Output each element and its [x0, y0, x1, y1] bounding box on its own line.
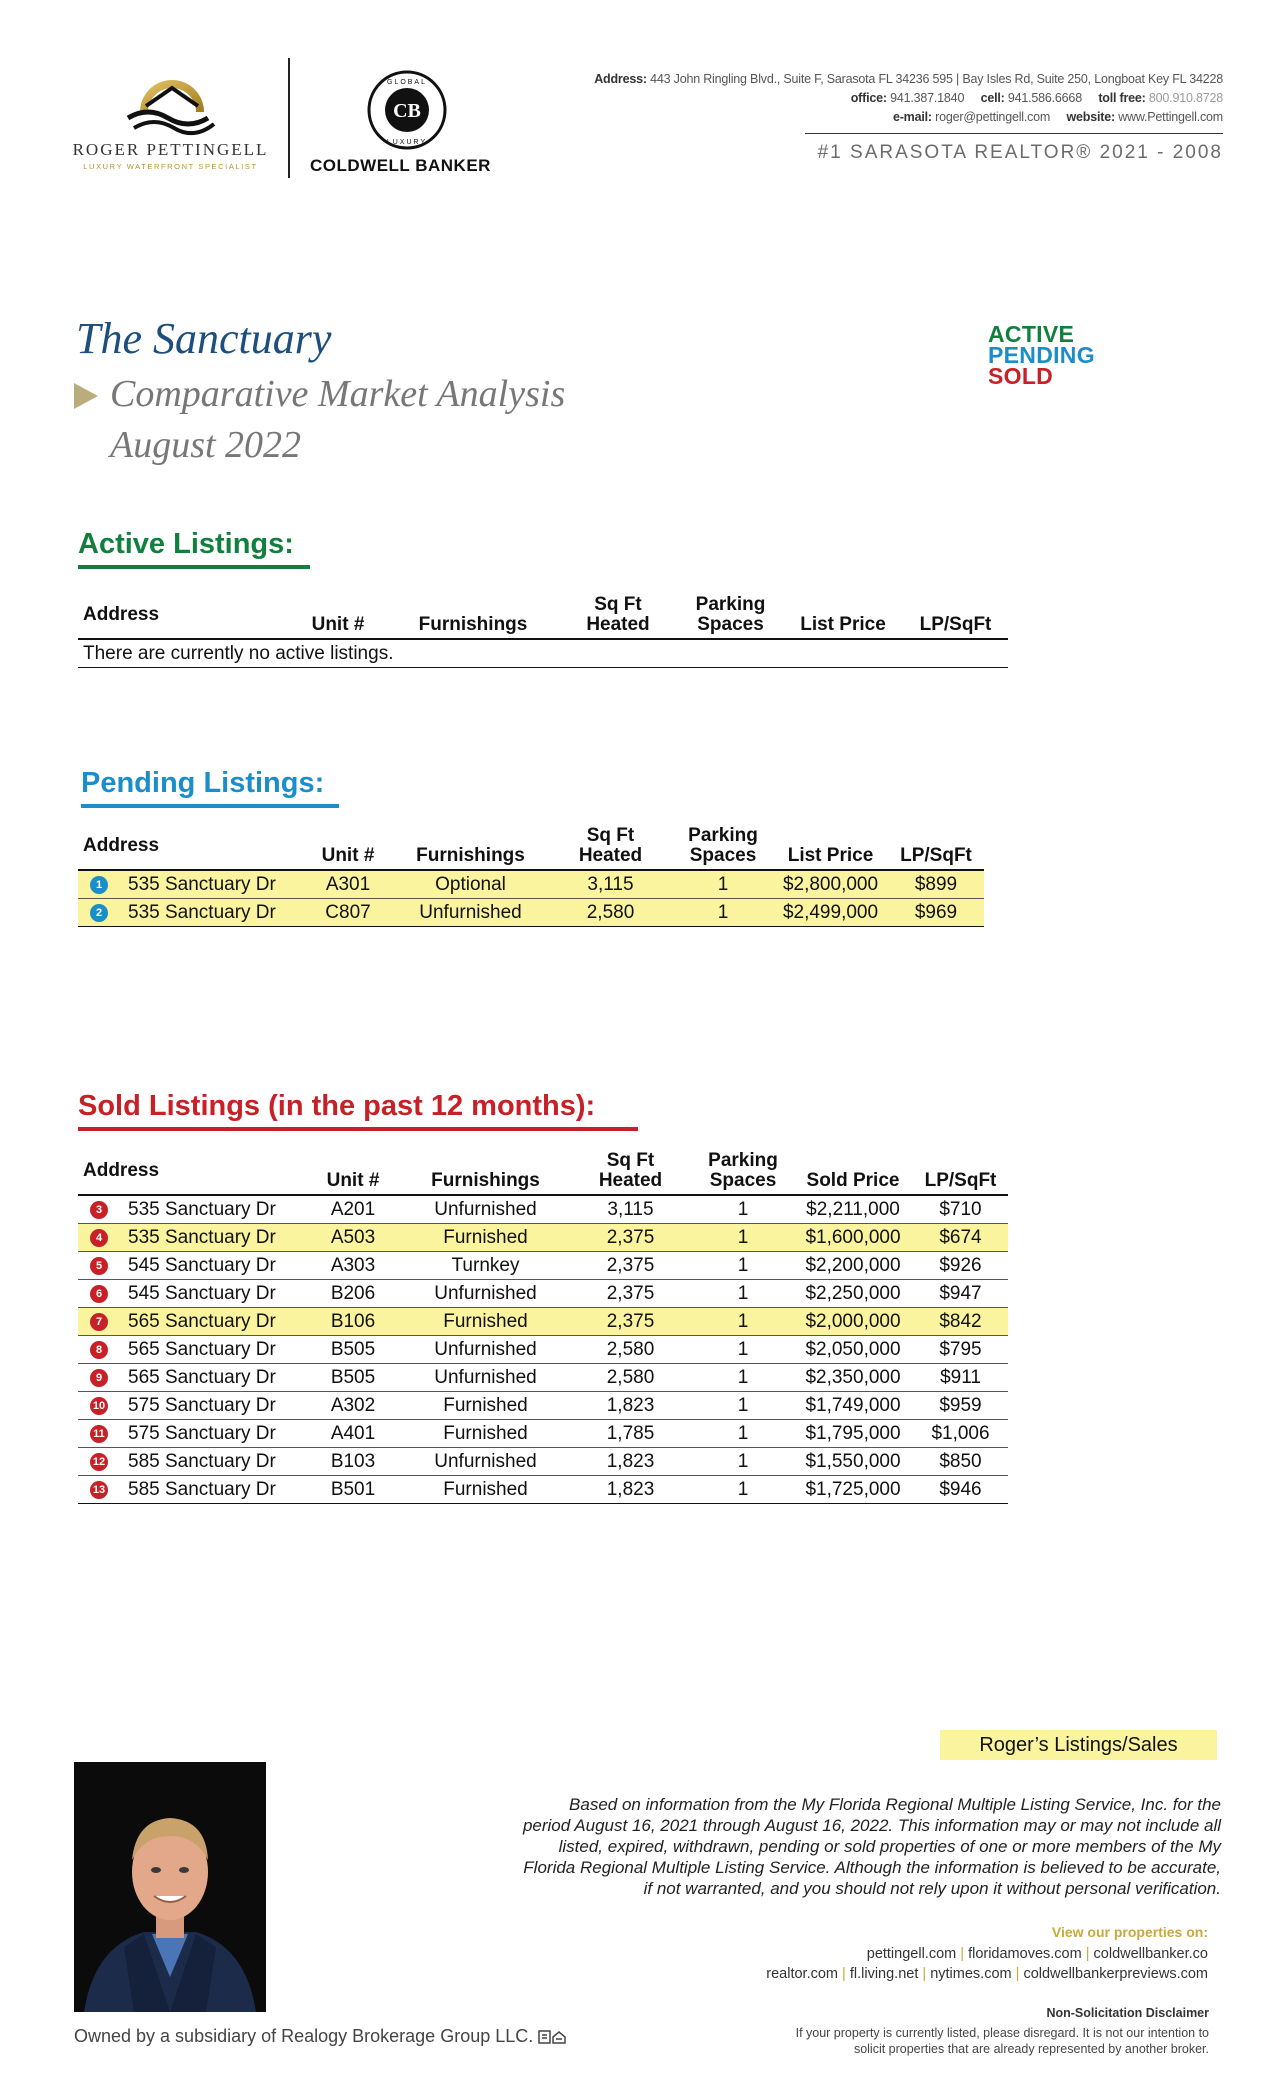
- agent-portrait: [74, 1762, 266, 2012]
- furnishings-cell: Unfurnished: [403, 1336, 568, 1364]
- table-row: [78, 1195, 1008, 1224]
- address-cell: [78, 899, 303, 927]
- furnishings-cell: Unfurnished: [403, 1364, 568, 1392]
- address-label: Address:: [594, 72, 647, 86]
- site-link[interactable]: pettingell.com: [866, 1946, 957, 1962]
- address-text: 535 Sanctuary Dr: [128, 1199, 276, 1220]
- unit-cell: C807: [303, 899, 393, 927]
- ppsf-cell: $899: [888, 870, 984, 899]
- mls-disclaimer: Based on information from the My Florida Regional Multiple Listing Service, Inc. for the period August 16, 2021 through August 16, 2022. This information may or may not include all listed, expired, withdrawn, pending or sold properties of one or more members of the My Florida Regional Multiple Listing Service. Although the information is believed to be accurate, if not warranted, and you should not rely upon it without personal verification.: [522, 1795, 1221, 1898]
- furnishings-cell: Furnished: [403, 1420, 568, 1448]
- furnishings-cell: Furnished: [403, 1392, 568, 1420]
- address-cell: [78, 1336, 303, 1364]
- table-header: [78, 1151, 1008, 1195]
- unit-cell: B206: [303, 1280, 403, 1308]
- ppsf-cell: $946: [913, 1476, 1008, 1504]
- ppsf-cell: $795: [913, 1336, 1008, 1364]
- address-value: 443 John Ringling Blvd., Suite F, Sarasota FL 34236 595 | Bay Isles Rd, Suite 250, Longboat Key FL 34228: [650, 72, 1223, 86]
- pending-table: [78, 826, 984, 927]
- rogers-listings-tab[interactable]: Roger’s Listings/Sales: [940, 1730, 1217, 1760]
- website-label: website:: [1066, 110, 1115, 124]
- table-row: [78, 870, 984, 899]
- email-label: e-mail:: [892, 110, 932, 124]
- coldwell-banker-logo: [306, 70, 506, 180]
- address-cell: [78, 1252, 303, 1280]
- col-furnishings: Furnishings: [403, 1151, 568, 1195]
- address-text: 585 Sanctuary Dr: [128, 1479, 276, 1500]
- cell-label: cell:: [980, 91, 1005, 105]
- office-label: office:: [850, 91, 887, 105]
- sites-line-1: pettingell.com | floridamoves.com | coldwellbanker.co: [866, 1946, 1208, 1962]
- address-text: 545 Sanctuary Dr: [128, 1255, 276, 1276]
- col-ppsf: LP/SqFt: [888, 826, 984, 870]
- furnishings-cell: Optional: [393, 870, 548, 899]
- parking-cell: 1: [693, 1280, 793, 1308]
- badge-top-text: GLOBAL: [386, 79, 428, 86]
- cell-value: 941.586.6668: [1007, 91, 1082, 105]
- table-row: [78, 1448, 1008, 1476]
- price-cell: $2,200,000: [793, 1252, 913, 1280]
- furnishings-cell: Unfurnished: [393, 899, 548, 927]
- ppsf-cell: $947: [913, 1280, 1008, 1308]
- site-link[interactable]: nytimes.com: [930, 1966, 1012, 1982]
- address-text: 535 Sanctuary Dr: [128, 902, 276, 923]
- table-row: [78, 899, 984, 927]
- sites-line-2: realtor.com | fl.living.net | nytimes.com | coldwellbankerpreviews.com: [766, 1966, 1208, 1982]
- table-row: [78, 1252, 1008, 1280]
- svg-text:CB: CB: [393, 100, 421, 122]
- col-unit: Unit #: [303, 826, 393, 870]
- price-cell: $1,550,000: [793, 1448, 913, 1476]
- unit-cell: B505: [303, 1336, 403, 1364]
- table-row: [78, 1308, 1008, 1336]
- furnishings-cell: Furnished: [403, 1308, 568, 1336]
- address-cell: [78, 1195, 303, 1224]
- price-cell: $2,499,000: [773, 899, 888, 927]
- address-text: 565 Sanctuary Dr: [128, 1339, 276, 1360]
- address-cell: [78, 1448, 303, 1476]
- parking-cell: 1: [673, 899, 773, 927]
- price-cell: $1,600,000: [793, 1224, 913, 1252]
- furnishings-cell: Unfurnished: [403, 1280, 568, 1308]
- address-text: 535 Sanctuary Dr: [128, 874, 276, 895]
- unit-cell: A201: [303, 1195, 403, 1224]
- parking-cell: 1: [693, 1476, 793, 1504]
- parking-cell: 1: [693, 1420, 793, 1448]
- parking-cell: 1: [693, 1448, 793, 1476]
- row-number-badge: 13: [90, 1481, 108, 1499]
- row-number-badge: 8: [90, 1341, 108, 1359]
- unit-cell: B505: [303, 1364, 403, 1392]
- price-cell: $2,000,000: [793, 1308, 913, 1336]
- address-cell: [78, 1280, 303, 1308]
- agent-photo: [74, 1762, 266, 2012]
- col-unit: Unit #: [288, 595, 388, 639]
- price-cell: $2,250,000: [793, 1280, 913, 1308]
- site-link[interactable]: floridamoves.com: [968, 1946, 1082, 1962]
- brand-tagline: LUXURY WATERFRONT SPECIALIST: [83, 162, 258, 171]
- row-number-badge: 1: [90, 876, 108, 894]
- furnishings-cell: Turnkey: [403, 1252, 568, 1280]
- sold-heading: Sold Listings (in the past 12 months):: [78, 1090, 638, 1131]
- row-number-badge: 7: [90, 1313, 108, 1331]
- sqft-cell: 3,115: [548, 870, 673, 899]
- sqft-cell: 2,375: [568, 1252, 693, 1280]
- col-sqft: Sq Ft Heated: [568, 1151, 693, 1195]
- pending-rows: [78, 870, 984, 927]
- address-line: [594, 70, 1223, 89]
- site-link[interactable]: realtor.com: [766, 1966, 838, 1982]
- col-parking: Parking Spaces: [693, 1151, 793, 1195]
- parking-cell: 1: [693, 1195, 793, 1224]
- col-furnishings: Furnishings: [393, 826, 548, 870]
- site-link[interactable]: coldwellbankerpreviews.com: [1023, 1966, 1208, 1982]
- nonsolicitation-text: If your property is currently listed, please disregard. It is not our intention to solicit properties that are already represented by another broker.: [795, 2026, 1209, 2056]
- address-cell: [78, 1224, 303, 1252]
- furnishings-cell: Furnished: [403, 1224, 568, 1252]
- legend-sold: SOLD: [988, 363, 1054, 389]
- table-row: [78, 1280, 1008, 1308]
- unit-cell: A303: [303, 1252, 403, 1280]
- row-number-badge: 6: [90, 1285, 108, 1303]
- address-text: 545 Sanctuary Dr: [128, 1283, 276, 1304]
- col-furnishings: Furnishings: [388, 595, 558, 639]
- brand-name: ROGER PETTINGELL: [72, 140, 269, 159]
- empty-message: There are currently no active listings.: [78, 639, 1008, 668]
- col-ppsf: LP/SqFt: [903, 595, 1008, 639]
- sunset-waves-icon: [68, 62, 273, 140]
- ppsf-cell: $842: [913, 1308, 1008, 1336]
- sqft-cell: 2,580: [568, 1364, 693, 1392]
- sqft-cell: 2,375: [568, 1308, 693, 1336]
- row-number-badge: 3: [90, 1201, 108, 1219]
- site-link[interactable]: fl.living.net: [849, 1966, 919, 1982]
- sqft-cell: 2,375: [568, 1280, 693, 1308]
- view-properties-label: View our properties on:: [1051, 1924, 1208, 1940]
- col-address: Address: [78, 595, 288, 639]
- unit-cell: B103: [303, 1448, 403, 1476]
- email-value[interactable]: roger@pettingell.com: [935, 110, 1051, 124]
- sqft-cell: 2,580: [568, 1336, 693, 1364]
- site-link[interactable]: coldwellbanker.co: [1093, 1946, 1208, 1962]
- address-cell: [78, 1364, 303, 1392]
- address-text: 565 Sanctuary Dr: [128, 1367, 276, 1388]
- price-cell: $1,725,000: [793, 1476, 913, 1504]
- unit-cell: A302: [303, 1392, 403, 1420]
- roger-pettingell-logo: [68, 62, 273, 182]
- partner-name: COLDWELL BANKER: [310, 156, 491, 175]
- triangle-bullet-icon: [74, 383, 98, 409]
- ownership-note: [74, 2026, 568, 2047]
- parking-cell: 1: [673, 870, 773, 899]
- pending-heading: Pending Listings:: [81, 767, 339, 808]
- website-value[interactable]: www.Pettingell.com: [1118, 110, 1223, 124]
- parking-cell: 1: [693, 1224, 793, 1252]
- logo-divider: [288, 58, 290, 178]
- unit-cell: A401: [303, 1420, 403, 1448]
- parking-cell: 1: [693, 1336, 793, 1364]
- tollfree-label: toll free:: [1098, 91, 1146, 105]
- row-number-badge: 4: [90, 1229, 108, 1247]
- unit-cell: B106: [303, 1308, 403, 1336]
- row-number-badge: 10: [90, 1397, 108, 1415]
- parking-cell: 1: [693, 1364, 793, 1392]
- header-rule: [805, 133, 1223, 134]
- legend-active: ACTIVE: [988, 321, 1075, 347]
- phone-line: [594, 89, 1223, 108]
- row-number-badge: 9: [90, 1369, 108, 1387]
- contact-block: [594, 70, 1223, 127]
- active-heading: Active Listings:: [78, 528, 310, 569]
- sold-table: [78, 1151, 1008, 1504]
- row-number-badge: 11: [90, 1425, 108, 1443]
- address-cell: [78, 1420, 303, 1448]
- table-row: [78, 1392, 1008, 1420]
- sqft-cell: 3,115: [568, 1195, 693, 1224]
- address-cell: [78, 1308, 303, 1336]
- report-date: August 2022: [110, 424, 302, 466]
- realtor-ranking: #1 SARASOTA REALTOR® 2021 - 2008: [817, 142, 1223, 163]
- badge-bottom-text: LUXURY: [386, 139, 428, 146]
- price-cell: $2,350,000: [793, 1364, 913, 1392]
- equal-housing-icon: [538, 2030, 568, 2044]
- unit-cell: B501: [303, 1476, 403, 1504]
- ppsf-cell: $969: [888, 899, 984, 927]
- address-cell: [78, 870, 303, 899]
- table-row: [78, 1224, 1008, 1252]
- ppsf-cell: $911: [913, 1364, 1008, 1392]
- address-cell: [78, 1392, 303, 1420]
- parking-cell: 1: [693, 1252, 793, 1280]
- price-cell: $2,211,000: [793, 1195, 913, 1224]
- unit-cell: A301: [303, 870, 393, 899]
- sqft-cell: 1,785: [568, 1420, 693, 1448]
- furnishings-cell: Unfurnished: [403, 1448, 568, 1476]
- sqft-cell: 2,375: [568, 1224, 693, 1252]
- ppsf-cell: $710: [913, 1195, 1008, 1224]
- owned-by-text: Owned by a subsidiary of Realogy Brokerage Group LLC.: [74, 2026, 534, 2046]
- col-sqft: Sq Ft Heated: [548, 826, 673, 870]
- row-number-badge: 5: [90, 1257, 108, 1275]
- legend-pending: PENDING: [988, 342, 1095, 368]
- ppsf-cell: $850: [913, 1448, 1008, 1476]
- ppsf-cell: $674: [913, 1224, 1008, 1252]
- col-unit: Unit #: [303, 1151, 403, 1195]
- col-address: Address: [78, 1151, 303, 1195]
- address-text: 585 Sanctuary Dr: [128, 1451, 276, 1472]
- row-number-badge: 2: [90, 904, 108, 922]
- report-title: Comparative Market Analysis: [110, 373, 566, 415]
- sqft-cell: 1,823: [568, 1448, 693, 1476]
- ppsf-cell: $959: [913, 1392, 1008, 1420]
- address-cell: [78, 1476, 303, 1504]
- office-value: 941.387.1840: [890, 91, 965, 105]
- sold-rows: [78, 1195, 1008, 1504]
- status-legend: [988, 321, 1095, 389]
- sqft-cell: 1,823: [568, 1476, 693, 1504]
- ppsf-cell: $926: [913, 1252, 1008, 1280]
- table-row: [78, 1476, 1008, 1504]
- parking-cell: 1: [693, 1308, 793, 1336]
- address-text: 575 Sanctuary Dr: [128, 1423, 276, 1444]
- community-title: The Sanctuary: [76, 314, 332, 363]
- table-row: [78, 1364, 1008, 1392]
- furnishings-cell: Furnished: [403, 1476, 568, 1504]
- col-price: List Price: [773, 826, 888, 870]
- parking-cell: 1: [693, 1392, 793, 1420]
- sqft-cell: 1,823: [568, 1392, 693, 1420]
- table-row: [78, 1336, 1008, 1364]
- price-cell: $1,749,000: [793, 1392, 913, 1420]
- ppsf-cell: $1,006: [913, 1420, 1008, 1448]
- row-number-badge: 12: [90, 1453, 108, 1471]
- table-header: [78, 595, 1008, 639]
- sqft-cell: 2,580: [548, 899, 673, 927]
- price-cell: $2,050,000: [793, 1336, 913, 1364]
- price-cell: $2,800,000: [773, 870, 888, 899]
- email-line: [594, 108, 1223, 127]
- unit-cell: A503: [303, 1224, 403, 1252]
- table-header: [78, 826, 984, 870]
- nonsolicitation-heading: Non-Solicitation Disclaimer: [1046, 2006, 1209, 2020]
- col-parking: Parking Spaces: [673, 826, 773, 870]
- furnishings-cell: Unfurnished: [403, 1195, 568, 1224]
- active-table: [78, 595, 1008, 668]
- address-text: 535 Sanctuary Dr: [128, 1227, 276, 1248]
- price-cell: $1,795,000: [793, 1420, 913, 1448]
- col-address: Address: [78, 826, 303, 870]
- col-ppsf: LP/SqFt: [913, 1151, 1008, 1195]
- col-sqft: Sq Ft Heated: [558, 595, 678, 639]
- badge-lettering: [306, 70, 506, 150]
- col-price: Sold Price: [793, 1151, 913, 1195]
- empty-row: [78, 639, 1008, 668]
- col-parking: Parking Spaces: [678, 595, 783, 639]
- address-text: 575 Sanctuary Dr: [128, 1395, 276, 1416]
- col-price: List Price: [783, 595, 903, 639]
- table-row: [78, 1420, 1008, 1448]
- address-text: 565 Sanctuary Dr: [128, 1311, 276, 1332]
- tollfree-value: 800.910.8728: [1148, 91, 1223, 105]
